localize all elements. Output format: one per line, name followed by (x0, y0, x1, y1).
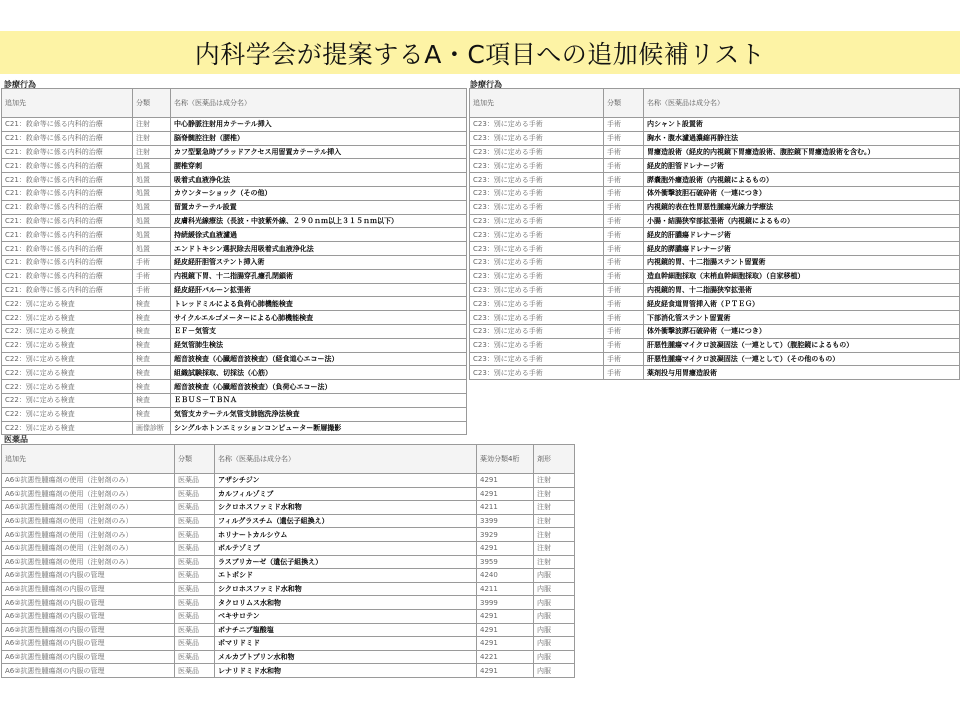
table-row (2, 650, 575, 664)
cell-name: ＥＦ－気管支 (171, 324, 467, 338)
header-name: 名称（医薬品は成分名） (215, 445, 477, 474)
cell-category: 医薬品 (175, 637, 215, 651)
cell-name: メルカプトプリン水和物 (215, 650, 477, 664)
cell-add: C22：別に定める検査 (2, 407, 133, 421)
cell-category: 手術 (133, 283, 171, 297)
cell-add: C21：救命等に係る内科的治療 (2, 159, 133, 173)
table-row (2, 255, 467, 269)
cell-name: 皮膚科光線療法（長波・中波紫外線、２９０ｎｍ以上３１５ｎｍ以下） (171, 214, 467, 228)
table-row (2, 555, 575, 569)
cell-category: 手術 (604, 338, 644, 352)
cell-name: フィルグラスチム（遺伝子組換え） (215, 514, 477, 528)
table-row (470, 297, 960, 311)
cell-name: 経皮的胆管ドレナージ術 (644, 159, 960, 173)
cell-name: 持続緩徐式血液濾過 (171, 228, 467, 242)
table-row (2, 324, 467, 338)
table-row (2, 487, 575, 501)
table-row (2, 582, 575, 596)
table-row (2, 421, 467, 435)
cell-category: 手術 (133, 255, 171, 269)
procedures-table-left (1, 88, 467, 435)
cell-add: C23：別に定める手術 (470, 338, 604, 352)
cell-category: 手術 (604, 269, 644, 283)
table-row (2, 145, 467, 159)
cell-add: A6②抗悪性腫瘍剤の内服の管理 (2, 664, 175, 678)
cell-add: C22：別に定める検査 (2, 421, 133, 435)
cell-name: レナリドミド水和物 (215, 664, 477, 678)
table-row (470, 186, 960, 200)
table-row (2, 242, 467, 256)
cell-add: C21：救命等に係る内科的治療 (2, 200, 133, 214)
cell-code: 4240 (477, 569, 534, 583)
table-header-row (2, 445, 575, 474)
cell-name: ベキサロテン (215, 609, 477, 623)
table-row (2, 501, 575, 515)
cell-form: 注射 (534, 555, 575, 569)
table-row (470, 366, 960, 380)
table-row (470, 324, 960, 338)
table-row (470, 228, 960, 242)
cell-add: C21：救命等に係る内科的治療 (2, 118, 133, 132)
table-header-row (2, 89, 467, 118)
cell-name: 超音波検査（心臓超音波検査）（負荷心エコー法） (171, 380, 467, 394)
cell-code: 3999 (477, 596, 534, 610)
cell-name: 気管支カテーテル気管支肺胞洗浄法検査 (171, 407, 467, 421)
table-row (2, 297, 467, 311)
cell-category: 処置 (133, 200, 171, 214)
table-row (2, 200, 467, 214)
cell-category: 検査 (133, 393, 171, 407)
cell-name: 胃瘻造設術（経皮的内視鏡下胃瘻造設術、腹腔鏡下胃瘻造設術を含む。） (644, 145, 960, 159)
cell-category: 処置 (133, 159, 171, 173)
cell-category: 手術 (604, 200, 644, 214)
cell-category: 検査 (133, 407, 171, 421)
cell-name: サイクルエルゴメーターによる心肺機能検査 (171, 311, 467, 325)
cell-name: エトポシド (215, 569, 477, 583)
cell-name: タクロリムス水和物 (215, 596, 477, 610)
cell-add: C23：別に定める手術 (470, 145, 604, 159)
cell-add: C21：救命等に係る内科的治療 (2, 255, 133, 269)
header-category: 分類 (604, 89, 644, 118)
table-row (2, 623, 575, 637)
cell-name: 内視鏡下胃、十二指腸穿孔瘻孔閉鎖術 (171, 269, 467, 283)
cell-category: 手術 (604, 118, 644, 132)
procedures-table-right (469, 88, 960, 380)
table-row (470, 242, 960, 256)
cell-add: C21：救命等に係る内科的治療 (2, 283, 133, 297)
table-row (470, 200, 960, 214)
cell-form: 内服 (534, 637, 575, 651)
cell-add: C23：別に定める手術 (470, 242, 604, 256)
cell-category: 手術 (604, 283, 644, 297)
table-row (2, 541, 575, 555)
cell-add: A6②抗悪性腫瘍剤の内服の管理 (2, 596, 175, 610)
table-header-row (470, 89, 960, 118)
cell-category: 手術 (604, 352, 644, 366)
cell-add: A6①抗悪性腫瘍剤の使用（注射剤のみ） (2, 541, 175, 555)
cell-category: 医薬品 (175, 487, 215, 501)
cell-add: C23：別に定める手術 (470, 214, 604, 228)
cell-name: 造血幹細胞採取（末梢血幹細胞採取）（自家移植） (644, 269, 960, 283)
header-name: 名称（医薬品は成分名） (644, 89, 960, 118)
cell-add: C23：別に定める手術 (470, 159, 604, 173)
drugs-label: 医薬品 (4, 435, 28, 444)
cell-form: 内服 (534, 650, 575, 664)
cell-name: 胸水・腹水濾過濃縮再静注法 (644, 131, 960, 145)
cell-name: 内視鏡的胃、十二指腸ステント留置術 (644, 255, 960, 269)
cell-form: 注射 (534, 474, 575, 488)
cell-name: 薬剤投与用胃瘻造設術 (644, 366, 960, 380)
cell-add: C22：別に定める検査 (2, 393, 133, 407)
table-row (2, 569, 575, 583)
cell-category: 処置 (133, 173, 171, 187)
cell-category: 手術 (604, 131, 644, 145)
table-row (470, 118, 960, 132)
table-row (2, 173, 467, 187)
cell-name: 肝悪性腫瘍マイクロ波凝固法（一連として）（腹腔鏡によるもの） (644, 338, 960, 352)
cell-add: C23：別に定める手術 (470, 255, 604, 269)
cell-name: カルフィルゾミブ (215, 487, 477, 501)
table-row (2, 366, 467, 380)
cell-category: 医薬品 (175, 582, 215, 596)
cell-name: ラスブリカーゼ（遺伝子組換え） (215, 555, 477, 569)
cell-name: ＥＢＵＳ－ＴＢＮＡ (171, 393, 467, 407)
cell-name: 内シャント設置術 (644, 118, 960, 132)
table-row (2, 338, 467, 352)
table-row (2, 474, 575, 488)
cell-category: 検査 (133, 338, 171, 352)
table-row (2, 393, 467, 407)
cell-add: C21：救命等に係る内科的治療 (2, 269, 133, 283)
cell-add: C22：別に定める検査 (2, 352, 133, 366)
cell-name: カウンターショック（その他） (171, 186, 467, 200)
cell-category: 医薬品 (175, 650, 215, 664)
cell-category: 注射 (133, 131, 171, 145)
table-row (2, 186, 467, 200)
cell-add: C21：救命等に係る内科的治療 (2, 145, 133, 159)
cell-form: 内服 (534, 582, 575, 596)
cell-name: 吸着式血液浄化法 (171, 173, 467, 187)
cell-add: C21：救命等に係る内科的治療 (2, 242, 133, 256)
cell-category: 手術 (604, 297, 644, 311)
cell-add: A6②抗悪性腫瘍剤の内服の管理 (2, 637, 175, 651)
table-row (2, 159, 467, 173)
header-category: 分類 (175, 445, 215, 474)
cell-name: シクロホスファミド水和物 (215, 501, 477, 515)
cell-add: A6②抗悪性腫瘍剤の内服の管理 (2, 650, 175, 664)
cell-form: 内服 (534, 596, 575, 610)
cell-name: 留置カテーテル設置 (171, 200, 467, 214)
table-row (2, 637, 575, 651)
cell-name: 組織試験採取、切採法（心筋） (171, 366, 467, 380)
cell-category: 処置 (133, 214, 171, 228)
cell-category: 医薬品 (175, 528, 215, 542)
cell-category: 手術 (604, 228, 644, 242)
cell-add: C23：別に定める手術 (470, 200, 604, 214)
table-row (470, 255, 960, 269)
cell-form: 注射 (534, 487, 575, 501)
cell-add: A6②抗悪性腫瘍剤の内服の管理 (2, 609, 175, 623)
table-row (470, 131, 960, 145)
cell-code: 4291 (477, 609, 534, 623)
table-row (470, 173, 960, 187)
cell-code: 3929 (477, 528, 534, 542)
header-form: 剤形 (534, 445, 575, 474)
cell-add: C22：別に定める検査 (2, 297, 133, 311)
cell-name: シングルホトンエミッションコンピューター断層撮影 (171, 421, 467, 435)
cell-category: 注射 (133, 118, 171, 132)
cell-category: 手術 (604, 173, 644, 187)
cell-code: 4291 (477, 623, 534, 637)
table-row (2, 228, 467, 242)
cell-name: 体外衝撃波膵石破砕術（一連につき） (644, 324, 960, 338)
procedures-label-left: 診療行為 (4, 80, 36, 89)
cell-code: 4291 (477, 474, 534, 488)
table-row (2, 118, 467, 132)
cell-category: 手術 (604, 324, 644, 338)
cell-name: 脳脊髄腔注射（腰椎） (171, 131, 467, 145)
cell-add: A6②抗悪性腫瘍剤の内服の管理 (2, 582, 175, 596)
cell-code: 4291 (477, 637, 534, 651)
cell-form: 内服 (534, 664, 575, 678)
cell-add: C23：別に定める手術 (470, 283, 604, 297)
cell-add: C23：別に定める手術 (470, 324, 604, 338)
cell-category: 手術 (604, 214, 644, 228)
cell-name: ボナチニブ塩酸塩 (215, 623, 477, 637)
cell-add: C23：別に定める手術 (470, 118, 604, 132)
table-row (2, 514, 575, 528)
table-row (2, 131, 467, 145)
cell-name: 経皮的肝膿瘍ドレナージ術 (644, 228, 960, 242)
cell-name: アザシチジン (215, 474, 477, 488)
page-title: 内科学会が提案するA・C項目への追加候補リスト (194, 39, 766, 69)
table-row (470, 145, 960, 159)
cell-category: 画像診断 (133, 421, 171, 435)
cell-name: 経皮経肝胆管ステント挿入術 (171, 255, 467, 269)
cell-add: C22：別に定める検査 (2, 366, 133, 380)
cell-category: 検査 (133, 324, 171, 338)
table-row (470, 283, 960, 297)
cell-name: エンドトキシン選択除去用吸着式血液浄化法 (171, 242, 467, 256)
cell-name: ホリナートカルシウム (215, 528, 477, 542)
cell-category: 手術 (604, 255, 644, 269)
cell-category: 手術 (604, 366, 644, 380)
cell-add: C23：別に定める手術 (470, 131, 604, 145)
cell-category: 医薬品 (175, 541, 215, 555)
cell-code: 4221 (477, 650, 534, 664)
cell-code: 4291 (477, 541, 534, 555)
cell-add: C23：別に定める手術 (470, 186, 604, 200)
cell-add: C21：救命等に係る内科的治療 (2, 228, 133, 242)
cell-add: C23：別に定める手術 (470, 366, 604, 380)
table-row (2, 596, 575, 610)
cell-name: 超音波検査（心臓超音波検査）（経食道心エコー法） (171, 352, 467, 366)
cell-form: 内服 (534, 623, 575, 637)
cell-name: 中心静脈注射用カテーテル挿入 (171, 118, 467, 132)
table-row (470, 338, 960, 352)
cell-code: 4211 (477, 582, 534, 596)
table-row (470, 311, 960, 325)
cell-category: 処置 (133, 186, 171, 200)
cell-code: 3959 (477, 555, 534, 569)
cell-add: A6①抗悪性腫瘍剤の使用（注射剤のみ） (2, 487, 175, 501)
cell-add: C23：別に定める手術 (470, 352, 604, 366)
cell-add: C21：救命等に係る内科的治療 (2, 186, 133, 200)
cell-form: 注射 (534, 501, 575, 515)
cell-category: 医薬品 (175, 569, 215, 583)
drugs-table (1, 444, 575, 678)
cell-category: 医薬品 (175, 514, 215, 528)
cell-category: 手術 (604, 159, 644, 173)
cell-category: 医薬品 (175, 596, 215, 610)
table-row (2, 283, 467, 297)
cell-code: 4211 (477, 501, 534, 515)
header-category: 分類 (133, 89, 171, 118)
cell-add: A6②抗悪性腫瘍剤の内服の管理 (2, 623, 175, 637)
procedures-label-right: 診療行為 (470, 80, 502, 89)
cell-category: 処置 (133, 242, 171, 256)
cell-category: 医薬品 (175, 555, 215, 569)
table-row (470, 352, 960, 366)
cell-add: C23：別に定める手術 (470, 269, 604, 283)
cell-category: 検査 (133, 297, 171, 311)
table-row (470, 269, 960, 283)
cell-add: C21：救命等に係る内科的治療 (2, 131, 133, 145)
header-add: 追加先 (2, 89, 133, 118)
cell-name: カフ型緊急時ブラッドアクセス用留置カテーテル挿入 (171, 145, 467, 159)
cell-form: 注射 (534, 528, 575, 542)
cell-add: A6①抗悪性腫瘍剤の使用（注射剤のみ） (2, 555, 175, 569)
table-row (470, 214, 960, 228)
table-row (2, 352, 467, 366)
cell-name: ボルテゾミブ (215, 541, 477, 555)
cell-name: ポマリドミド (215, 637, 477, 651)
cell-category: 医薬品 (175, 501, 215, 515)
cell-code: 3399 (477, 514, 534, 528)
cell-category: 手術 (133, 269, 171, 283)
cell-add: C22：別に定める検査 (2, 324, 133, 338)
cell-category: 注射 (133, 145, 171, 159)
cell-category: 検査 (133, 380, 171, 394)
table-row (2, 528, 575, 542)
table-row (2, 380, 467, 394)
cell-add: C23：別に定める手術 (470, 173, 604, 187)
cell-name: 小腸・結腸狭窄部拡張術（内視鏡によるもの） (644, 214, 960, 228)
cell-category: 処置 (133, 228, 171, 242)
cell-add: A6②抗悪性腫瘍剤の内服の管理 (2, 569, 175, 583)
cell-form: 内服 (534, 609, 575, 623)
title-banner (0, 31, 960, 74)
cell-category: 手術 (604, 145, 644, 159)
table-row (2, 269, 467, 283)
cell-name: 内視鏡的表在性胃悪性腫瘍光線力学療法 (644, 200, 960, 214)
cell-add: C23：別に定める手術 (470, 297, 604, 311)
table-row (2, 214, 467, 228)
cell-code: 4291 (477, 487, 534, 501)
cell-category: 手術 (604, 242, 644, 256)
cell-add: C21：救命等に係る内科的治療 (2, 173, 133, 187)
cell-add: A6①抗悪性腫瘍剤の使用（注射剤のみ） (2, 474, 175, 488)
cell-category: 検査 (133, 352, 171, 366)
cell-category: 検査 (133, 311, 171, 325)
cell-add: C23：別に定める手術 (470, 311, 604, 325)
cell-category: 医薬品 (175, 474, 215, 488)
cell-name: 肝悪性腫瘍マイクロ波凝固法（一連として）（その他のもの） (644, 352, 960, 366)
cell-name: 経皮経肝バルーン拡張術 (171, 283, 467, 297)
cell-category: 医薬品 (175, 609, 215, 623)
header-add: 追加先 (470, 89, 604, 118)
cell-name: トレッドミルによる負荷心肺機能検査 (171, 297, 467, 311)
cell-form: 内服 (534, 569, 575, 583)
cell-add: A6①抗悪性腫瘍剤の使用（注射剤のみ） (2, 501, 175, 515)
cell-add: C22：別に定める検査 (2, 311, 133, 325)
cell-form: 注射 (534, 514, 575, 528)
cell-category: 検査 (133, 366, 171, 380)
cell-add: A6①抗悪性腫瘍剤の使用（注射剤のみ） (2, 514, 175, 528)
cell-add: C23：別に定める手術 (470, 228, 604, 242)
cell-category: 医薬品 (175, 623, 215, 637)
cell-category: 手術 (604, 311, 644, 325)
cell-category: 医薬品 (175, 664, 215, 678)
cell-add: C22：別に定める検査 (2, 338, 133, 352)
header-code: 薬効分類4桁 (477, 445, 534, 474)
cell-name: 経気管肺生検法 (171, 338, 467, 352)
cell-category: 手術 (604, 186, 644, 200)
header-add: 追加先 (2, 445, 175, 474)
table-row (2, 407, 467, 421)
cell-code: 4291 (477, 664, 534, 678)
cell-add: C22：別に定める検査 (2, 380, 133, 394)
cell-add: C21：救命等に係る内科的治療 (2, 214, 133, 228)
cell-name: 下部消化管ステント留置術 (644, 311, 960, 325)
table-row (470, 159, 960, 173)
cell-name: シクロホスファミド水和物 (215, 582, 477, 596)
cell-name: 経皮的膵膿瘍ドレナージ術 (644, 242, 960, 256)
table-row (2, 609, 575, 623)
cell-name: 内視鏡的胃、十二指腸狭窄拡張術 (644, 283, 960, 297)
table-row (2, 311, 467, 325)
cell-form: 注射 (534, 541, 575, 555)
cell-name: 体外衝撃波胆石破砕術（一連につき） (644, 186, 960, 200)
cell-name: 腰椎穿刺 (171, 159, 467, 173)
cell-name: 膵嚢胞外瘻造設術（内視鏡によるもの） (644, 173, 960, 187)
cell-add: A6①抗悪性腫瘍剤の使用（注射剤のみ） (2, 528, 175, 542)
header-name: 名称（医薬品は成分名） (171, 89, 467, 118)
table-row (2, 664, 575, 678)
cell-name: 経皮経食道胃管挿入術（ＰＴＥＧ） (644, 297, 960, 311)
